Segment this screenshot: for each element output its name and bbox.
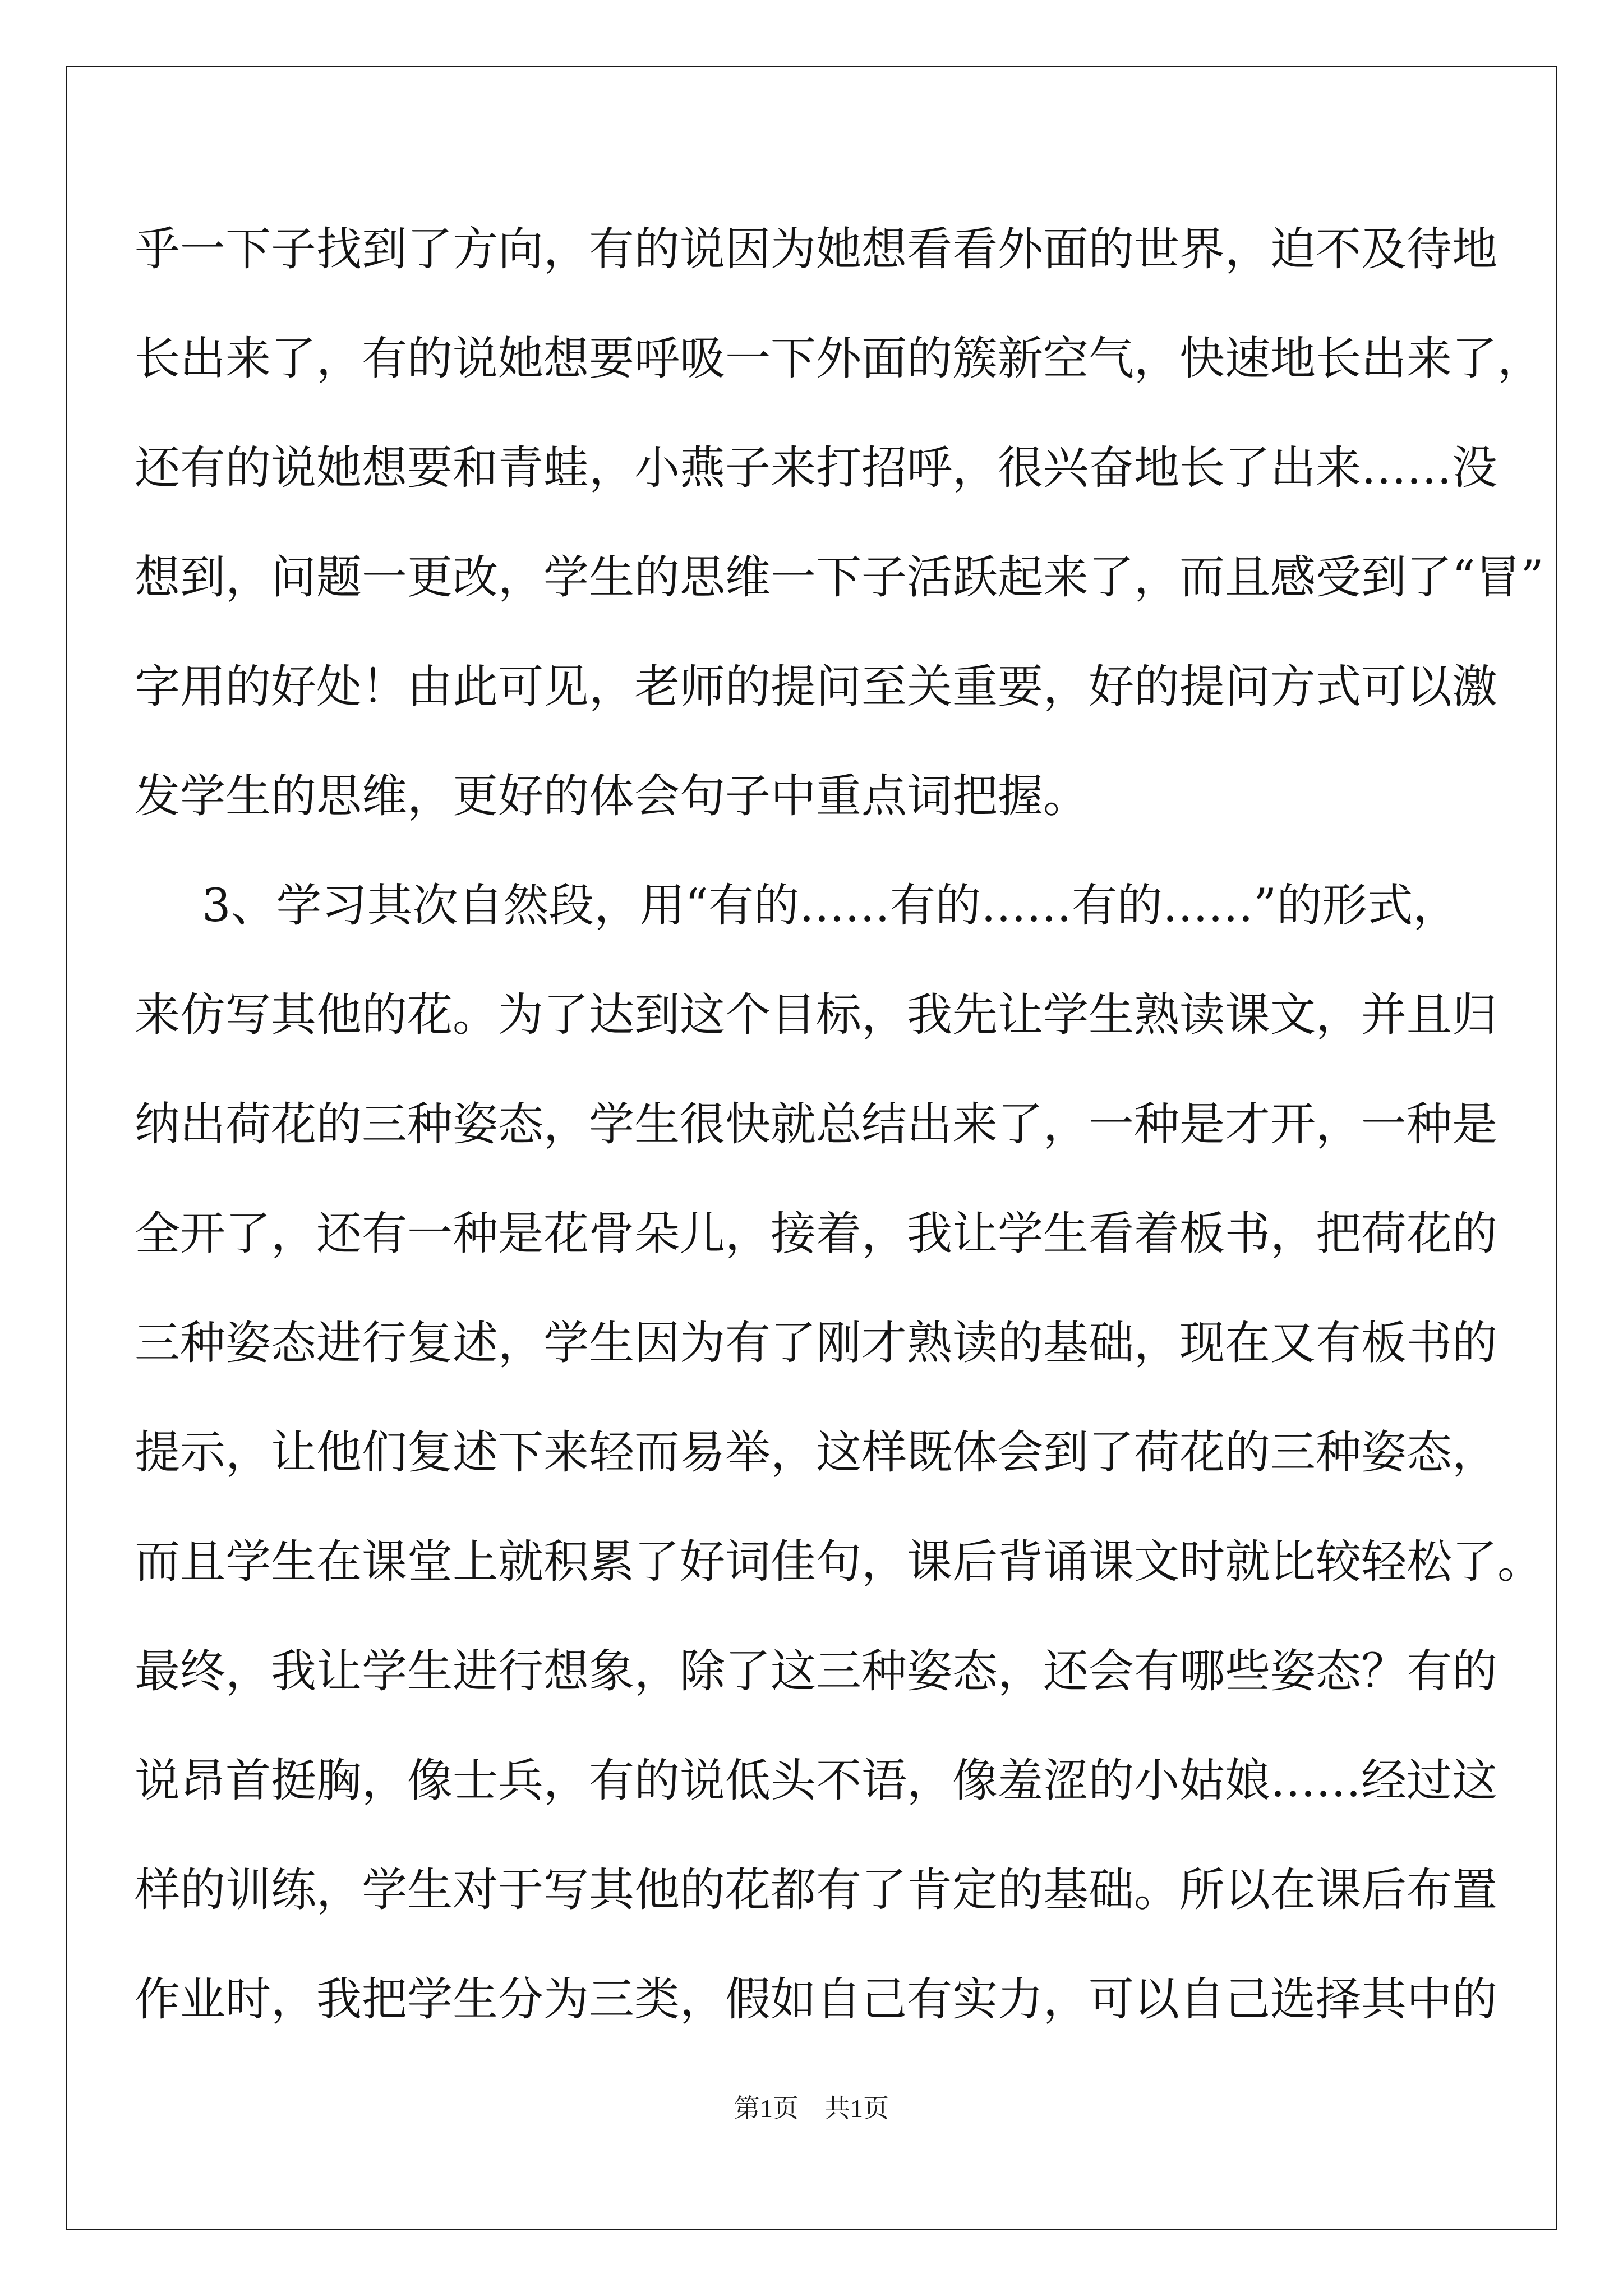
text-line: 还有的说她想要和青蛙，小燕子来打招呼，很兴奋地长了出来……没 bbox=[135, 442, 1498, 495]
text-line: 乎一下子找到了方向，有的说因为她想看看外面的世界，迫不及待地 bbox=[135, 223, 1498, 276]
text-line: 字用的好处！由此可见，老师的提问至关重要，好的提问方式可以激 bbox=[135, 661, 1498, 714]
text-line: 发学生的思维，更好的体会句子中重点词把握。 bbox=[135, 770, 1089, 823]
text-line: 作业时，我把学生分为三类，假如自己有实力，可以自己选择其中的 bbox=[135, 1973, 1498, 2026]
text-line: 说昂首挺胸，像士兵，有的说低头不语，像羞涩的小姑娘……经过这 bbox=[135, 1755, 1498, 1807]
text-line: 全开了，还有一种是花骨朵儿，接着，我让学生看着板书，把荷花的 bbox=[135, 1208, 1498, 1260]
text-line: 想到，问题一更改，学生的思维一下子活跃起来了，而且感受到了“冒” bbox=[135, 551, 1544, 604]
page-footer: 第1页 共1页 bbox=[734, 2094, 889, 2123]
text-line: 纳出荷花的三种姿态，学生很快就总结出来了，一种是才开，一种是 bbox=[135, 1098, 1498, 1151]
text-line: 样的训练，学生对于写其他的花都有了肯定的基础。所以在课后布置 bbox=[135, 1864, 1498, 1917]
text-line: 提示，让他们复述下来轻而易举，这样既体会到了荷花的三种姿态， bbox=[135, 1427, 1498, 1479]
text-line: 来仿写其他的花。为了达到这个目标，我先让学生熟读课文，并且归 bbox=[135, 989, 1498, 1042]
text-line: 而且学生在课堂上就积累了好词佳句，课后背诵课文时就比较轻松了。 bbox=[135, 1536, 1543, 1589]
text-line: 三种姿态进行复述，学生因为有了刚才熟读的基础，现在又有板书的 bbox=[135, 1317, 1498, 1370]
paragraph-start-line: 3、学习其次自然段，用“有的……有的……有的……”的形式， bbox=[202, 880, 1459, 932]
text-line: 长出来了，有的说她想要呼吸一下外面的簇新空气，快速地长出来了， bbox=[135, 333, 1543, 385]
text-line: 最终，我让学生进行想象，除了这三种姿态，还会有哪些姿态？有的 bbox=[135, 1645, 1498, 1698]
